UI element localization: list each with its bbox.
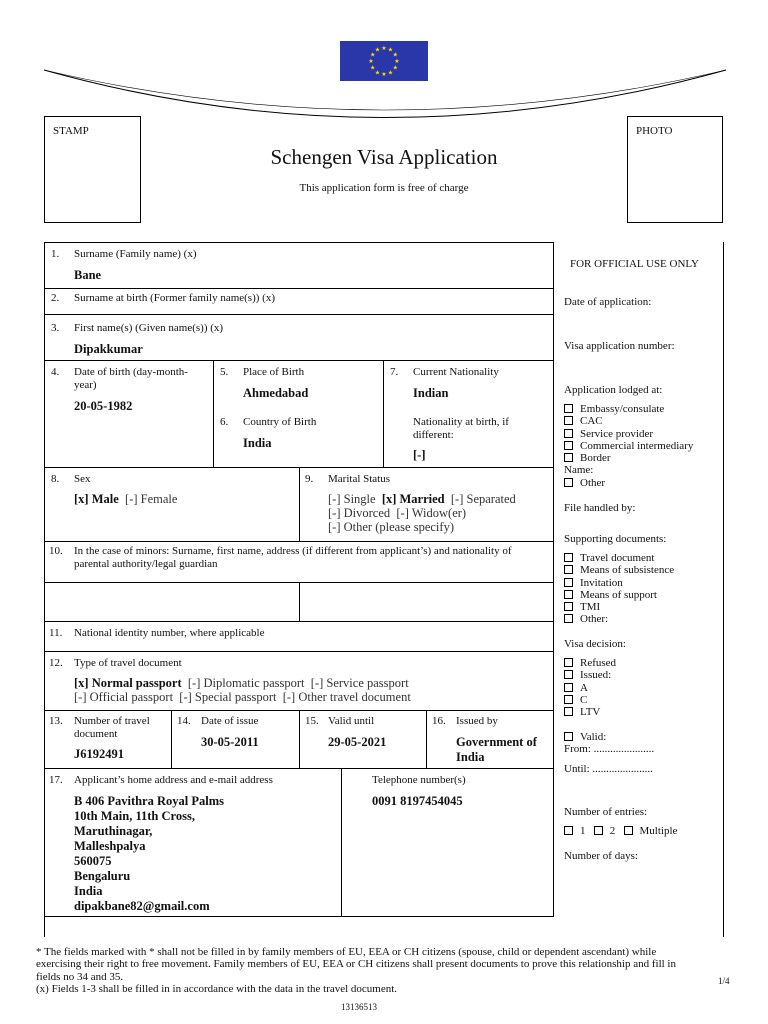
field-10-number: 10. — [49, 545, 63, 557]
field-15-number: 15. — [305, 715, 319, 727]
home-address-label: Applicant’s home address and e-mail address — [74, 774, 273, 786]
address-line: Malleshpalya — [74, 839, 146, 853]
page-title: Schengen Visa Application — [270, 145, 498, 169]
flag-star-icon: ★ — [392, 52, 398, 59]
support-option-label: Invitation — [580, 576, 623, 589]
lodged-option-label: Other — [580, 476, 606, 489]
travel-document-number-label: Number of travel document — [74, 715, 150, 740]
issued-by-label: Issued by — [456, 715, 498, 727]
number-of-days-label: Number of days: — [564, 850, 638, 862]
travel-document-number-value[interactable]: J6192491 — [74, 747, 124, 761]
field-14-number: 14. — [177, 715, 191, 727]
field-13-number: 13. — [49, 715, 63, 727]
marital-status-line-1[interactable] — [328, 492, 516, 506]
checkbox-icon[interactable] — [564, 565, 573, 574]
place-of-birth-label: Place of Birth — [243, 366, 305, 378]
lodged-option-border[interactable] — [564, 452, 693, 464]
date-of-birth-value[interactable]: 20-05-1982 — [74, 399, 133, 413]
flag-star-icon: ★ — [370, 65, 376, 72]
checkbox-icon[interactable] — [564, 441, 573, 450]
photo-label: PHOTO — [636, 125, 673, 137]
lodged-option-label: CAC — [580, 415, 603, 428]
checkbox-icon[interactable] — [564, 732, 573, 741]
lodged-option-embassy[interactable] — [564, 403, 693, 415]
lodged-option-label: Service provider — [580, 427, 653, 440]
application-lodged-label: Application lodged at: — [564, 384, 663, 396]
lodged-option-cac[interactable] — [564, 415, 693, 427]
flag-star-icon: ★ — [394, 59, 400, 65]
decision-option-refused[interactable] — [564, 657, 616, 669]
sex-male-option[interactable]: [x] Male — [74, 492, 119, 506]
field-3-number: 3. — [51, 322, 60, 334]
telephone-value[interactable]: 0091 8197454045 — [372, 794, 463, 808]
supporting-options[interactable] — [564, 552, 674, 626]
address-line: India — [74, 884, 103, 898]
checkbox-icon[interactable] — [564, 429, 573, 438]
decision-option-label: A — [580, 681, 588, 694]
name-label: Name: — [564, 464, 594, 477]
checkbox-icon[interactable] — [594, 826, 603, 835]
decision-option-label: Refused — [580, 657, 617, 669]
decision-option-label: LTV — [580, 706, 601, 719]
checkbox-icon[interactable] — [564, 658, 573, 667]
travel-document-type-line-1[interactable] — [74, 676, 409, 690]
date-of-birth-label: Date of birth (day-month-year) — [74, 366, 188, 391]
decision-option-ltv[interactable] — [564, 706, 616, 718]
footnote — [36, 946, 696, 995]
checkbox-icon[interactable] — [564, 707, 573, 716]
current-nationality-label: Current Nationality — [413, 366, 499, 378]
official-use-title: FOR OFFICIAL USE ONLY — [570, 258, 699, 270]
address-line: B 406 Pavithra Royal Palms — [74, 794, 224, 808]
decision-options[interactable] — [564, 657, 616, 718]
document-id: 13136513 — [341, 1002, 377, 1012]
support-option-label: Travel document — [580, 552, 655, 564]
marital-status-line-2[interactable]: [-] Divorced [-] Widow(er) — [328, 506, 467, 520]
support-option-invitation[interactable] — [564, 577, 674, 589]
first-name-label: First name(s) (Given name(s)) (x) — [74, 322, 224, 334]
lodged-option-commercial[interactable] — [564, 440, 693, 452]
supporting-documents-label: Supporting documents: — [564, 533, 667, 545]
flag-star-icon: ★ — [374, 47, 381, 54]
marital-status-line-3[interactable]: [-] Other (please specify) — [328, 520, 454, 534]
checkbox-icon[interactable] — [564, 614, 573, 623]
valid-until-value[interactable]: 29-05-2021 — [328, 735, 387, 749]
marital-married-option[interactable]: [x] Married — [381, 492, 445, 506]
support-option-label: Other: — [580, 613, 609, 626]
flag-star-icon: ★ — [387, 70, 394, 77]
support-option-label: Means of subsistence — [580, 564, 675, 577]
date-of-issue-label: Date of issue — [201, 715, 259, 727]
entries-options[interactable] — [564, 825, 677, 837]
stamp-box — [44, 116, 141, 223]
first-name-value[interactable]: Dipakkumar — [74, 342, 143, 356]
field-16-number: 16. — [432, 715, 446, 727]
place-of-birth-value[interactable]: Ahmedabad — [243, 386, 309, 400]
support-option-label: Means of support — [580, 588, 657, 601]
support-option-means-of-support[interactable] — [564, 589, 674, 601]
entry-1-label: 1 — [580, 825, 586, 837]
checkbox-icon[interactable] — [564, 453, 573, 462]
lodged-option-service-provider[interactable] — [564, 428, 693, 440]
lodged-option-label: Embassy/consulate — [580, 403, 665, 415]
entry-multiple-label: Multiple — [639, 825, 678, 837]
checkbox-icon[interactable] — [564, 695, 573, 704]
date-of-application-label: Date of application: — [564, 296, 652, 308]
decision-option-a[interactable] — [564, 682, 616, 694]
issued-by-value[interactable]: Government of India — [456, 735, 537, 764]
checkbox-icon[interactable] — [564, 416, 573, 425]
valid-until-label: Valid until — [328, 715, 375, 727]
support-option-subsistence[interactable] — [564, 564, 674, 576]
checkbox-icon[interactable] — [564, 683, 573, 692]
checkbox-icon[interactable] — [564, 578, 573, 587]
field-7-number: 7. — [390, 366, 399, 378]
checkbox-icon[interactable] — [564, 670, 573, 679]
minors-guardian-label: In the case of minors: Surname, first name, address (if different from applicant’s) and nationality of parental authority/legal guardian — [74, 545, 512, 570]
lodged-option-other[interactable] — [564, 477, 693, 489]
address-line: Bengaluru — [74, 869, 131, 883]
marital-single-option[interactable]: [-] Single — [328, 492, 376, 506]
field-2-number: 2. — [51, 292, 60, 304]
surname-value[interactable]: Bane — [74, 268, 102, 282]
email-value: dipakbane82@gmail.com — [74, 899, 210, 913]
sex-label: Sex — [74, 473, 91, 485]
field-9-number: 9. — [305, 473, 314, 485]
file-handled-label: File handled by: — [564, 502, 636, 514]
decision-option-label: Issued: — [580, 669, 612, 682]
stamp-label: STAMP — [53, 125, 89, 137]
field-6-number: 6. — [220, 416, 229, 428]
surname-at-birth-label: Surname at birth (Former family name(s)) (x) — [74, 292, 275, 304]
address-line: 10th Main, 11th Cross, — [74, 809, 195, 823]
page-number: 1/4 — [718, 976, 730, 986]
sex-female-option[interactable]: [-] Female — [125, 492, 178, 506]
nationality-at-birth-label: Nationality at birth, if different: — [413, 416, 509, 441]
travel-document-type-label: Type of travel document — [74, 657, 182, 669]
decision-option-c[interactable] — [564, 694, 616, 706]
visa-application-number-label: Visa application number: — [564, 340, 675, 352]
address-line: Maruthinagar, — [74, 824, 153, 838]
page-subtitle: This application form is free of charge — [299, 182, 469, 194]
eu-flag-icon — [340, 41, 428, 81]
checkbox-icon[interactable] — [564, 602, 573, 611]
sex-options[interactable] — [74, 492, 177, 506]
support-option-other[interactable] — [564, 613, 674, 625]
support-option-travel-document[interactable] — [564, 552, 674, 564]
surname-label: Surname (Family name) (x) — [74, 248, 197, 260]
address-line: 560075 — [74, 854, 112, 868]
checkbox-icon[interactable] — [564, 478, 573, 487]
valid-from-label: From: ...................... — [564, 743, 655, 755]
entry-2-label: 2 — [609, 825, 616, 837]
checkbox-icon[interactable] — [564, 553, 573, 562]
telephone-label: Telephone number(s) — [372, 774, 466, 786]
support-option-tmi[interactable] — [564, 601, 674, 613]
flag-star-icon: ★ — [381, 46, 387, 52]
marital-status-label: Marital Status — [328, 473, 391, 485]
normal-passport-option[interactable]: [x] Normal passport — [74, 676, 182, 690]
decision-option-label: C — [580, 693, 588, 706]
checkbox-icon[interactable] — [564, 826, 573, 835]
flag-star-icon: ★ — [368, 59, 374, 65]
country-of-birth-value[interactable]: India — [243, 436, 272, 450]
flag-star-icon: ★ — [387, 47, 394, 54]
checkbox-icon[interactable] — [564, 404, 573, 413]
number-of-entries-label: Number of entries: — [564, 806, 648, 818]
field-11-number: 11. — [49, 627, 63, 639]
lodged-option-label: Border — [580, 452, 611, 465]
flag-star-icon: ★ — [370, 52, 376, 59]
valid-option[interactable] — [564, 731, 606, 743]
marital-separated-option[interactable]: [-] Separated — [450, 492, 516, 506]
footnote-fields-1-3: (x) Fields 1-3 shall be filled in in accordance with the data in the travel document. — [36, 982, 398, 995]
travel-document-type-line-2[interactable]: [-] Official passport [-] Special passport [-] Other travel document — [74, 690, 411, 704]
lodged-options[interactable] — [564, 403, 693, 489]
diplomatic-service-options[interactable]: [-] Diplomatic passport [-] Service passport — [187, 676, 409, 690]
country-of-birth-label: Country of Birth — [243, 416, 317, 428]
nationality-at-birth-value[interactable]: [-] — [413, 448, 426, 462]
field-17-number: 17. — [49, 774, 63, 786]
home-address-value[interactable] — [74, 794, 224, 914]
flag-star-icon: ★ — [392, 65, 398, 72]
checkbox-icon[interactable] — [624, 826, 633, 835]
flag-star-icon: ★ — [381, 72, 387, 78]
date-of-issue-value[interactable]: 30-05-2011 — [201, 735, 259, 749]
field-4-number: 4. — [51, 366, 60, 378]
field-1-number: 1. — [51, 248, 60, 260]
visa-decision-label: Visa decision: — [564, 638, 626, 650]
support-option-label: TMI — [580, 601, 601, 614]
footnote-family-members: * The fields marked with * shall not be filled in by family members of EU, EEA or CH citizens (spouse, child or dependent ascendant) while exercising their right to free movement. Family members of EU, EEA or CH citizens shall present documents to prove this relationship and fill in fields no 34 and 35. — [36, 946, 676, 983]
field-5-number: 5. — [220, 366, 229, 378]
valid-label: Valid: — [580, 731, 607, 743]
checkbox-icon[interactable] — [564, 590, 573, 599]
photo-box — [627, 116, 723, 223]
current-nationality-value[interactable]: Indian — [413, 386, 449, 400]
field-8-number: 8. — [51, 473, 60, 485]
valid-until-official-label: Until: ...................... — [564, 763, 653, 775]
flag-star-icon: ★ — [374, 70, 381, 77]
field-12-number: 12. — [49, 657, 63, 669]
lodged-option-label: Commercial intermediary — [580, 439, 694, 452]
decision-option-issued[interactable] — [564, 669, 616, 681]
national-id-label: National identity number, where applicable — [74, 627, 265, 639]
